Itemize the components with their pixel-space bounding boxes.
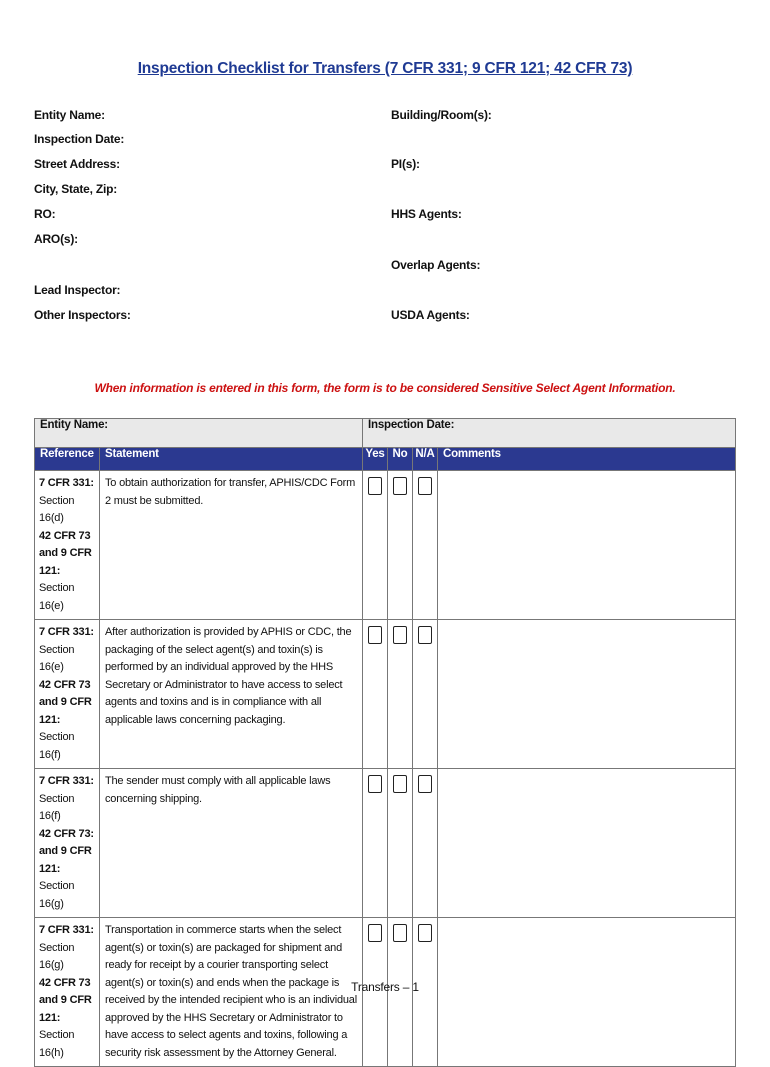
hhs-agents-label: HHS Agents: (391, 207, 462, 221)
reference-7cfr-section: Section 16(d) (39, 494, 75, 524)
yes-checkbox[interactable] (368, 775, 382, 793)
reference-42cfr-section: Section 16(f) (39, 731, 75, 761)
comments-field[interactable] (438, 620, 736, 769)
reference-42cfr-9cfr: 42 CFR 73: and 9 CFR 121: (39, 827, 94, 875)
reference-42cfr-9cfr: 42 CFR 73 and 9 CFR 121: (39, 678, 92, 726)
table-entity-name-label: Entity Name: (35, 419, 363, 448)
reference-42cfr-section: Section 16(h) (39, 1029, 75, 1059)
reference-cell (35, 471, 100, 620)
reference-7cfr: 7 CFR 331: (39, 924, 94, 936)
reference-7cfr-section: Section 16(g) (39, 941, 75, 971)
reference-7cfr: 7 CFR 331: (39, 626, 94, 638)
usda-agents-label: USDA Agents: (391, 308, 470, 322)
ro-label: RO: (34, 207, 56, 221)
entity-name-label: Entity Name: (34, 108, 105, 122)
reference-7cfr: 7 CFR 331: (39, 775, 94, 787)
street-address-label: Street Address: (34, 157, 120, 171)
reference-42cfr-9cfr: 42 CFR 73 and 9 CFR 121: (39, 529, 92, 577)
table-row (35, 769, 736, 918)
yes-checkbox[interactable] (368, 477, 382, 495)
column-na: N/A (413, 448, 438, 471)
table-row (35, 471, 736, 620)
column-yes: Yes (363, 448, 388, 471)
column-statement: Statement (100, 448, 363, 471)
comments-field[interactable] (438, 769, 736, 918)
reference-7cfr: 7 CFR 331: (39, 477, 94, 489)
aros-label: ARO(s): (34, 232, 78, 246)
reference-7cfr-section: Section 16(f) (39, 792, 75, 822)
no-checkbox[interactable] (393, 775, 407, 793)
reference-42cfr-9cfr: 42 CFR 73 and 9 CFR 121: (39, 976, 92, 1024)
no-checkbox[interactable] (393, 626, 407, 644)
statement-cell: Transportation in commerce starts when the select agent(s) or toxin(s) are packaged for shipment and ready for receipt by a courier transporting select agent(s) or toxin(s) and ends when the package is received by the intended recipient who is an individual approved by the HHS Secretary or Administrator to have access to select agents and toxins, following a security risk assessment by the Attorney General. (100, 918, 363, 1067)
inspection-checklist-table (34, 418, 736, 1067)
inspection-date-label: Inspection Date: (34, 132, 125, 146)
overlap-agents-label: Overlap Agents: (391, 258, 481, 272)
reference-42cfr-section: Section 16(g) (39, 880, 75, 910)
pis-label: PI(s): (391, 157, 420, 171)
no-checkbox[interactable] (393, 477, 407, 495)
reference-cell (35, 620, 100, 769)
lead-inspector-label: Lead Inspector: (34, 283, 121, 297)
na-checkbox[interactable] (418, 775, 432, 793)
statement-cell: After authorization is provided by APHIS or CDC, the packaging of the select agent(s) and toxin(s) is performed by an individual approved by the HHS Secretary or Administrator to have access to select agents and toxins and is in compliance with all applicable laws concerning packaging. (100, 620, 363, 769)
sensitive-info-notice: When information is entered in this form, the form is to be considered Sensitive Select Agent Information. (94, 381, 676, 395)
statement-cell: The sender must comply with all applicable laws concerning shipping. (100, 769, 363, 918)
comments-field[interactable] (438, 471, 736, 620)
column-reference: Reference (35, 448, 100, 471)
column-comments: Comments (438, 448, 736, 471)
reference-42cfr-section: Section 16(e) (39, 582, 75, 612)
other-inspectors-label: Other Inspectors: (34, 308, 131, 322)
table-inspection-date-label: Inspection Date: (363, 419, 736, 448)
na-checkbox[interactable] (418, 924, 432, 942)
table-entity-header-row (35, 419, 736, 448)
yes-checkbox[interactable] (368, 626, 382, 644)
reference-7cfr-section: Section 16(e) (39, 643, 75, 673)
no-checkbox[interactable] (393, 924, 407, 942)
page-title: Inspection Checklist for Transfers (7 CFR 331; 9 CFR 121; 42 CFR 73) (137, 60, 633, 77)
table-row (35, 620, 736, 769)
yes-checkbox[interactable] (368, 924, 382, 942)
na-checkbox[interactable] (418, 477, 432, 495)
page-footer: Transfers – 1 (351, 980, 419, 994)
table-column-headers (35, 448, 736, 471)
column-no: No (388, 448, 413, 471)
na-checkbox[interactable] (418, 626, 432, 644)
building-rooms-label: Building/Room(s): (391, 108, 492, 122)
reference-cell (35, 769, 100, 918)
city-state-zip-label: City, State, Zip: (34, 182, 118, 196)
statement-cell: To obtain authorization for transfer, APHIS/CDC Form 2 must be submitted. (100, 471, 363, 620)
